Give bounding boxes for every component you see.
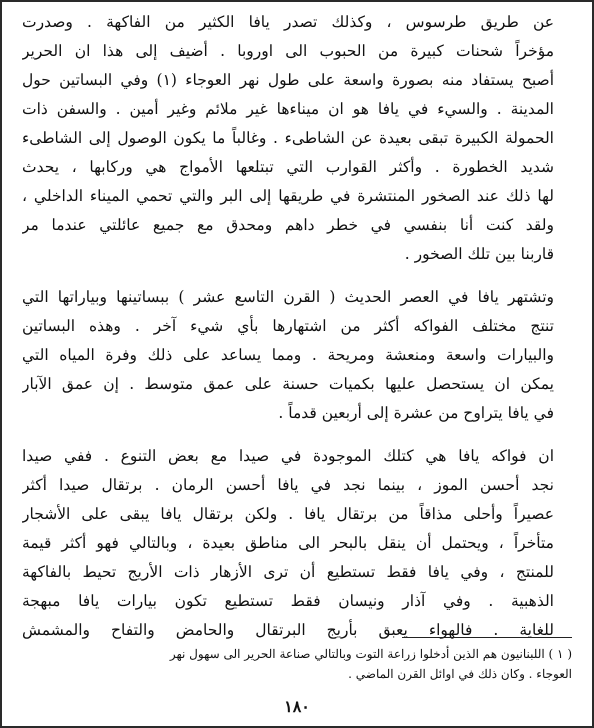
text-line: للغاية . فالهواء يعبق بأريج البرتقال والحامض والتفاح والمشمش (22, 621, 554, 639)
text-line: الذهبية . وفي آذار ونيسان فقط تستطيع تكون بيارات يافا مبهجة (22, 592, 554, 610)
text-line: قاربنا بين تلك الصخور . (404, 245, 554, 263)
text-line: نجد أحسن الموز ، بينما نجد في يافا أحسن الرمان . برتقال صيدا أكثر (22, 476, 554, 494)
text-line: ولقد كنت أنا بنفسي في خطر داهم ومحدق مع جميع عائلتي عندما مر (22, 216, 554, 234)
footnote (22, 644, 572, 684)
text-line: الحمولة الكبيرة تبقى بعيدة عن الشاطىء . وغالباً ما يكون الوصول إلى الشاطىء (22, 129, 554, 147)
text-line: يمكن ان يستحصل عليها بكميات حسنة على عمق متوسط . إن عمق الآبار (22, 375, 554, 393)
text-line: متأخراً ، ويحتمل أن ينقل بالبحر الى مناطق بعيدة ، وبالتالي فهو أكثر قيمة (22, 534, 554, 552)
paragraph-1 (22, 8, 554, 269)
footnote-divider (402, 637, 572, 638)
text-line: شديد الخطورة . وأكثر القوارب التي تبتلعها الأمواج هي وركابها ، يحدث (22, 158, 554, 176)
text-line: تنتج مختلف الفواكه أكثر من اشتهارها بأي شيء آخر . وهذه البساتين (22, 317, 554, 335)
text-line: في يافا يتراوح من عشرة إلى أربعين قدماً . (278, 404, 554, 422)
paragraph-2 (22, 283, 554, 428)
footnote-line: ( ١ ) اللبنانيون هم الذين أدخلوا زراعة التوت وبالتالي صناعة الحرير الى سهول نهر (169, 647, 572, 661)
text-line: للمنتج ، وفي يافا فقط تستطيع أن ترى الأزهار ذات الأريج تحيط بالفاكهة (22, 563, 554, 581)
paragraph-gap (22, 428, 554, 442)
footnote-line: العوجاء . وكان ذلك في اوائل القرن الماضي . (348, 667, 572, 681)
text-line: والبيارات واسعة ومنعشة ومريحة . ومما يساعد على ذلك وفرة المياه التي (22, 346, 554, 364)
text-line: مؤخراً شحنات كبيرة من الحبوب الى اوروبا . أضيف إلى هذا ان الحرير (22, 42, 554, 60)
text-line: عصيراً وأحلى مذاقاً من برتقال يافا . ولكن برتقال يافا يبقى على الأشجار (22, 505, 554, 523)
text-line: وتشتهر يافا في العصر الحديث ( القرن التاسع عشر ) ببساتينها وبياراتها التي (22, 288, 554, 306)
text-line: المدينة . والسيء في يافا هو ان ميناءها غير ملائم وغير أمين . والسفن ذات (22, 100, 554, 118)
text-line: عن طريق طرسوس ، وكذلك تصدر يافا الكثير من الفاكهة . وصدرت (22, 13, 554, 31)
text-line: أصبح يستفاد منه بصورة واسعة على طول نهر العوجاء (١) وفي البساتين حول (22, 71, 554, 89)
page-number: ١٨٠ (284, 697, 310, 716)
paragraph-3 (22, 442, 554, 645)
body-text (22, 8, 554, 645)
paragraph-gap (22, 269, 554, 283)
text-line: لها ذلك عند الصخور المنتشرة في طريقها إلى البر والتي تحمي الميناء الداخلي ، (22, 187, 554, 205)
text-line: ان فواكه يافا هي كتلك الموجودة في صيدا مع بعض التنوع . ففي صيدا (22, 447, 554, 465)
